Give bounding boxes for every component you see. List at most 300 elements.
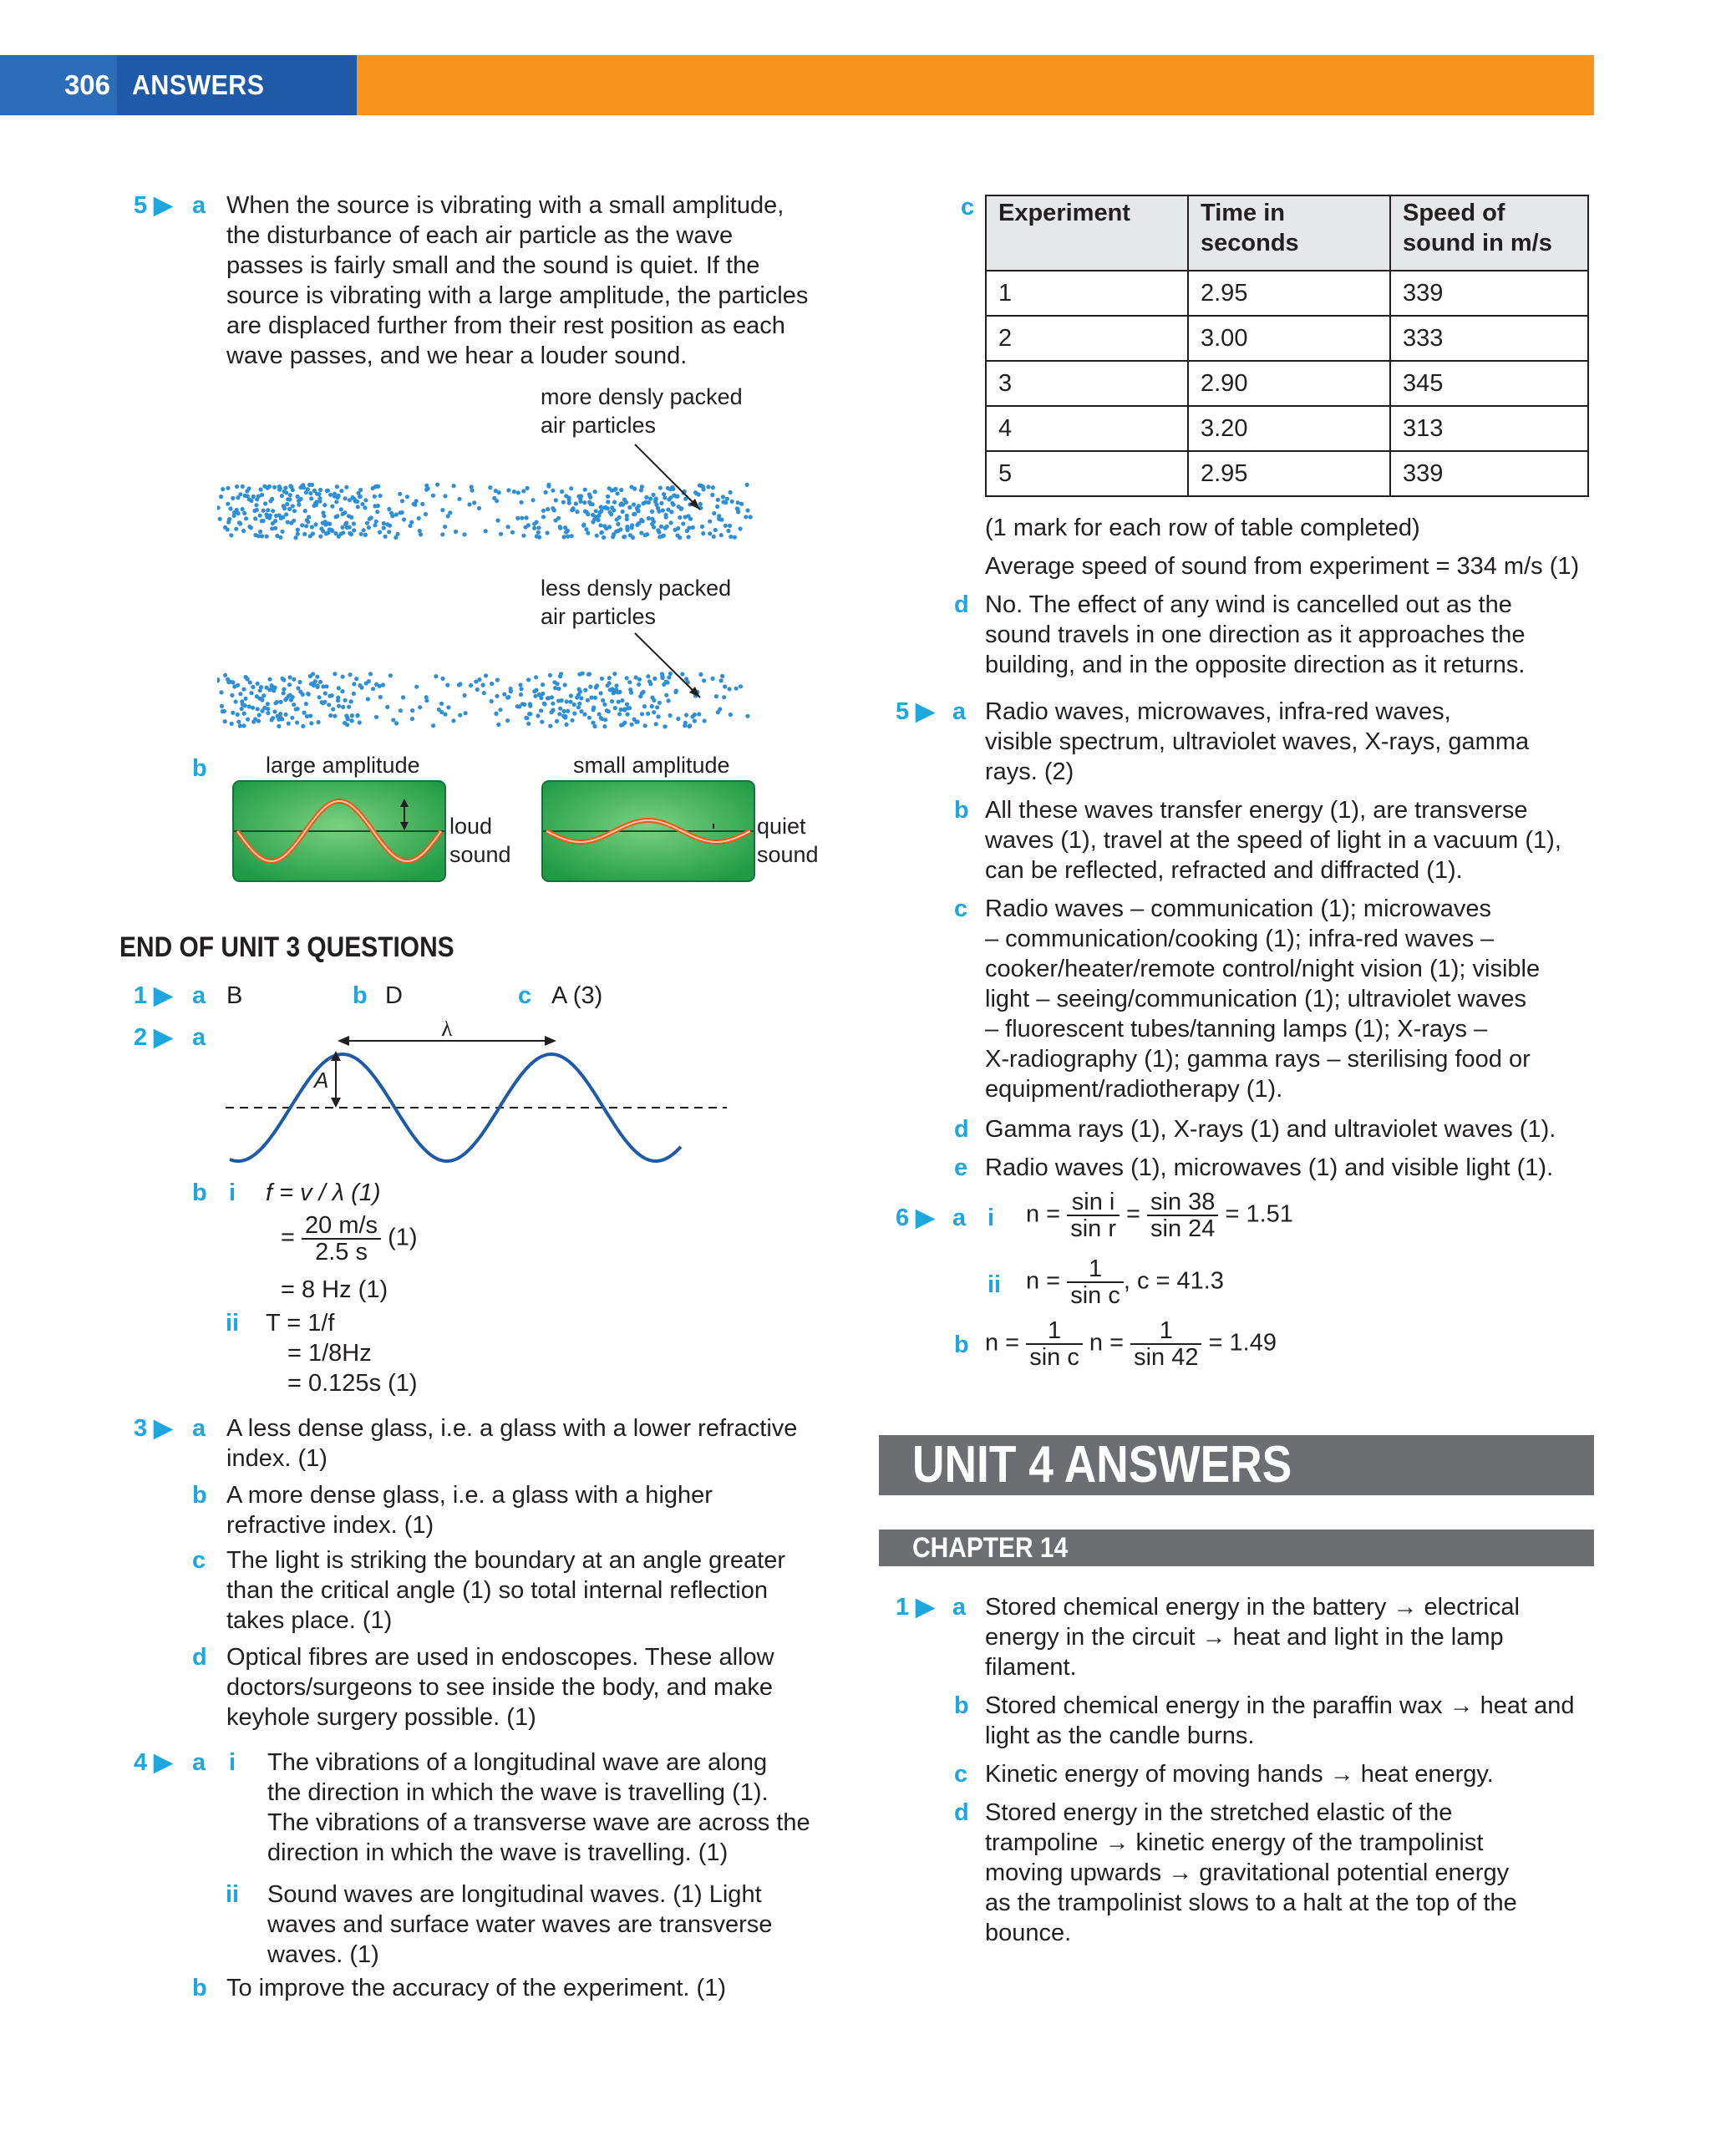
line: equipment/radiotherapy (1). <box>985 1076 1283 1103</box>
air-particle <box>556 687 561 691</box>
air-particle <box>535 688 539 692</box>
air-particle <box>339 489 343 493</box>
air-particle <box>572 703 576 707</box>
air-particle <box>650 510 654 514</box>
air-particle <box>345 716 349 720</box>
air-particle <box>490 699 494 703</box>
air-particle <box>536 525 541 530</box>
air-particle <box>270 526 274 530</box>
air-particle <box>474 679 478 683</box>
air-particle <box>255 508 259 512</box>
fraction <box>1130 1318 1201 1370</box>
column-header-experiment <box>986 195 1188 271</box>
air-particle <box>559 672 563 676</box>
air-particle <box>219 690 223 694</box>
air-particle <box>282 504 286 508</box>
air-particle <box>617 690 622 694</box>
air-particle <box>299 497 303 501</box>
air-particle <box>550 710 554 714</box>
air-particle <box>627 706 632 710</box>
air-particle <box>581 524 586 528</box>
air-particle <box>277 484 282 489</box>
air-particle <box>435 483 439 487</box>
air-particle <box>458 682 462 686</box>
air-particle <box>582 713 586 717</box>
table-cell: 339 <box>1390 451 1588 496</box>
air-particle <box>458 713 462 718</box>
air-particle <box>566 709 570 713</box>
air-particle <box>551 702 555 706</box>
air-particle <box>383 535 388 539</box>
air-particle <box>302 711 307 715</box>
air-particle <box>376 504 380 508</box>
air-particle <box>358 720 362 724</box>
air-particle <box>662 534 666 538</box>
air-particle <box>310 483 314 487</box>
air-particle <box>644 495 648 500</box>
air-particle <box>378 530 382 535</box>
air-particle <box>439 702 444 706</box>
air-particle <box>625 703 629 707</box>
n-equals: n = <box>985 1329 1020 1357</box>
air-particle <box>541 509 546 513</box>
question-number-1: 1 ▶ <box>134 982 173 1009</box>
part-label-c: c <box>954 1761 968 1788</box>
air-particle <box>663 724 668 728</box>
air-particle <box>253 516 257 520</box>
air-particle <box>600 677 604 681</box>
q6b-calc <box>985 1318 1277 1370</box>
line: Optical fibres are used in endoscopes. These allow <box>226 1644 774 1671</box>
air-particle <box>574 501 578 505</box>
air-particle <box>330 529 334 533</box>
air-particle <box>579 709 583 713</box>
air-particle <box>736 507 740 511</box>
air-particle <box>643 533 647 537</box>
air-particle <box>340 689 344 693</box>
chapter-heading: CHAPTER 14 <box>912 1532 1069 1564</box>
line: keyhole surgery possible. (1) <box>226 1704 536 1731</box>
air-particle <box>719 678 723 682</box>
air-particle <box>512 490 516 494</box>
air-particle <box>640 712 644 716</box>
air-particle <box>343 510 347 515</box>
line: X-radiography (1); gamma rays – sterilising food or <box>985 1046 1531 1073</box>
air-particle <box>587 672 591 676</box>
part-label-d: d <box>954 591 969 618</box>
air-particle <box>490 682 494 686</box>
air-particle <box>634 675 638 679</box>
air-particle <box>519 692 523 697</box>
table-cell: 3 <box>986 361 1188 406</box>
air-particle <box>317 500 322 504</box>
numerator: sin i <box>1067 1190 1120 1216</box>
air-particle <box>304 702 308 706</box>
small-amplitude-label: small amplitude <box>573 753 730 778</box>
air-particle <box>452 484 456 488</box>
air-particle <box>518 682 522 687</box>
air-particle <box>711 485 715 490</box>
air-particle <box>599 505 603 509</box>
part-label-d: d <box>192 1644 207 1671</box>
air-particle <box>722 500 726 504</box>
air-particle <box>344 485 348 490</box>
part-label-b: b <box>192 1482 207 1509</box>
air-particle <box>443 525 447 529</box>
denominator: sin c <box>1070 1282 1120 1309</box>
ch14-1c-answer: Kinetic energy of moving hands → heat energy. <box>985 1761 1494 1788</box>
q1a-answer: B <box>226 982 243 1009</box>
sub-label-i: i <box>229 1179 236 1206</box>
result: = 1.51 <box>1225 1200 1293 1228</box>
air-particle <box>389 511 393 515</box>
table-row <box>986 451 1588 496</box>
air-particle <box>367 679 371 683</box>
air-particle <box>642 501 646 505</box>
air-particle <box>601 698 605 703</box>
table-cell: 3.20 <box>1188 406 1390 451</box>
air-particle <box>246 718 250 722</box>
air-particle <box>720 674 724 678</box>
air-particle <box>654 722 658 726</box>
part-label-b: b <box>192 755 207 782</box>
air-particle <box>509 689 513 693</box>
air-particle <box>446 514 450 518</box>
air-particle <box>492 496 496 500</box>
air-particle <box>292 703 296 707</box>
air-particle <box>381 682 385 687</box>
fraction <box>1067 1190 1120 1241</box>
air-particle <box>477 506 481 510</box>
line: as the trampolinist slows to a halt at the top of the <box>985 1890 1517 1916</box>
line: the direction in which the wave is travelling (1). <box>267 1779 769 1806</box>
question-number-4: 4 ▶ <box>134 1749 173 1776</box>
air-particle <box>646 712 650 716</box>
air-particle <box>265 686 269 690</box>
air-particle <box>667 497 671 501</box>
air-particle <box>348 672 353 677</box>
air-particle <box>327 703 331 707</box>
air-particle <box>625 676 629 680</box>
air-particle <box>584 527 588 531</box>
air-particles-diagram <box>217 418 785 752</box>
line: – communication/cooking (1); infra-red waves – <box>985 926 1495 952</box>
air-particle <box>368 672 373 676</box>
line: air particles <box>541 604 657 629</box>
air-particle <box>536 530 541 535</box>
air-particle <box>562 535 566 539</box>
line: passes is fairly small and the sound is quiet. If the <box>226 252 760 279</box>
air-particle <box>629 691 633 695</box>
air-particle <box>588 495 592 499</box>
air-particle <box>387 507 391 511</box>
air-particle <box>579 696 583 700</box>
air-particle <box>591 502 595 506</box>
air-particle <box>525 515 529 520</box>
air-particle <box>419 532 423 536</box>
line: source is vibrating with a large amplitude, the particles <box>226 282 809 309</box>
table-header-row <box>986 195 1588 271</box>
air-particle <box>683 723 687 728</box>
air-particle <box>533 694 537 698</box>
air-particle <box>457 497 461 501</box>
part-label-c: c <box>518 982 532 1009</box>
amplitude-label: A <box>314 1068 329 1093</box>
air-particle <box>440 508 444 512</box>
air-particle <box>396 532 400 536</box>
air-particle <box>316 685 320 689</box>
air-particle <box>258 514 262 518</box>
air-particle <box>236 713 240 717</box>
air-particle <box>339 507 343 511</box>
air-particle <box>328 493 333 497</box>
air-particle <box>708 520 712 524</box>
line: the disturbance of each air particle as the wave <box>226 222 734 249</box>
air-particle <box>297 503 301 507</box>
air-particle <box>546 483 551 487</box>
line: Stored energy in the stretched elastic of the <box>985 1799 1453 1826</box>
air-particle <box>657 530 661 535</box>
ch14-1b-answer <box>985 1691 1575 1751</box>
air-particle <box>541 692 545 696</box>
header-title-block <box>0 55 357 115</box>
air-particle <box>647 516 651 520</box>
air-particle <box>387 530 391 534</box>
air-particle <box>663 513 668 517</box>
air-particle <box>702 487 706 491</box>
air-particle <box>637 677 642 682</box>
air-particle <box>745 508 749 512</box>
line: less densly packed <box>541 576 732 601</box>
air-particle <box>363 533 368 537</box>
air-particle <box>551 506 555 510</box>
air-particle <box>259 685 263 689</box>
air-particle <box>554 518 558 522</box>
d-answer <box>985 590 1525 680</box>
air-particle <box>610 699 614 703</box>
air-particle <box>499 532 503 536</box>
air-particle <box>708 531 712 535</box>
air-particle <box>306 487 310 491</box>
air-particle <box>296 532 300 536</box>
air-particle <box>687 514 691 518</box>
air-particle <box>352 682 356 686</box>
air-particle <box>688 723 692 728</box>
air-particle <box>570 508 574 512</box>
air-particle <box>355 713 359 718</box>
part-label-d: d <box>954 1799 969 1826</box>
air-particle <box>684 713 688 717</box>
air-particle <box>700 525 704 529</box>
air-particle <box>284 713 288 717</box>
air-particle <box>603 718 607 722</box>
air-particle <box>247 497 251 501</box>
air-particle <box>302 532 307 536</box>
air-particle <box>539 696 543 700</box>
air-particle <box>349 532 353 536</box>
air-particle <box>745 483 749 487</box>
air-particle <box>446 705 450 709</box>
question-number-5: 5 ▶ <box>896 698 935 725</box>
air-particle <box>654 503 658 507</box>
n-equals: n = <box>1026 1267 1061 1295</box>
line: Radio waves, microwaves, infra-red waves, <box>985 698 1451 725</box>
air-particle <box>334 500 338 504</box>
air-particle <box>266 711 270 715</box>
air-particle <box>718 707 722 711</box>
air-particle <box>495 677 500 682</box>
air-particle <box>712 535 716 539</box>
air-particle <box>353 500 358 504</box>
line: waves and surface water waves are transverse <box>267 1911 773 1938</box>
line: The light is striking the boundary at an angle greater <box>226 1547 786 1574</box>
air-particle <box>312 489 317 493</box>
air-particle <box>664 680 668 684</box>
mark: (1) <box>388 1224 418 1251</box>
part-label-b: b <box>954 797 969 824</box>
air-particle <box>443 494 447 498</box>
air-particle <box>546 507 550 511</box>
air-particle <box>723 684 727 688</box>
air-particle <box>362 528 366 532</box>
air-particle <box>597 712 602 716</box>
line: A more dense glass, i.e. a glass with a higher <box>226 1482 713 1509</box>
air-particle <box>605 708 609 713</box>
air-particle <box>229 533 233 537</box>
air-particle <box>640 484 644 489</box>
air-particle <box>230 722 234 726</box>
part-label-a: a <box>952 1594 967 1621</box>
line: Radio waves – communication (1); microwaves <box>985 895 1491 922</box>
part-label-b: b <box>353 982 368 1009</box>
air-particle <box>226 527 230 531</box>
air-particle <box>296 686 300 690</box>
line: sound travels in one direction as it approaches the <box>985 621 1526 648</box>
line: filament. <box>985 1654 1077 1681</box>
air-particle <box>606 506 610 510</box>
air-particle <box>440 677 444 681</box>
air-particle <box>697 712 701 716</box>
line: trampoline → kinetic energy of the trampolinist <box>985 1829 1484 1856</box>
air-particle <box>256 707 260 711</box>
air-particle <box>431 494 435 498</box>
air-particle <box>360 502 364 506</box>
air-particle <box>669 520 673 525</box>
part-label-a: a <box>952 698 967 725</box>
q4b-answer: To improve the accuracy of the experiment. (1) <box>226 1975 726 2001</box>
part-label-a: a <box>192 982 206 1009</box>
air-particle <box>558 525 562 529</box>
air-particle <box>367 525 371 530</box>
air-particle <box>745 714 749 718</box>
air-particle <box>481 683 485 687</box>
air-particle <box>251 495 256 499</box>
air-particle <box>339 532 343 536</box>
air-particle <box>418 705 422 709</box>
equals-sign: = <box>281 1224 295 1251</box>
air-particle <box>656 714 660 718</box>
air-particle <box>662 492 666 496</box>
air-particle <box>391 718 395 722</box>
air-particle <box>516 490 520 495</box>
air-particle <box>657 701 662 705</box>
air-particle <box>317 492 321 496</box>
header-line: Speed of <box>1403 200 1505 226</box>
part-label-d: d <box>954 1116 969 1143</box>
average-speed: Average speed of sound from experiment = 334 m/s (1) <box>985 553 1580 580</box>
air-particle <box>578 497 582 501</box>
air-particle <box>270 718 274 722</box>
air-particle <box>414 685 419 689</box>
air-particle <box>341 675 345 679</box>
air-particle <box>405 495 409 499</box>
speed-of-sound-table <box>985 195 1589 497</box>
numerator: 20 m/s <box>302 1213 381 1240</box>
air-particle <box>301 692 305 697</box>
air-particle <box>271 521 275 525</box>
air-particle <box>484 529 488 533</box>
air-particle <box>267 516 272 520</box>
air-particle <box>563 525 567 530</box>
air-particle <box>548 673 552 677</box>
air-particle <box>664 693 668 698</box>
air-particle <box>443 713 447 717</box>
line: air particles <box>541 413 657 438</box>
air-particle <box>343 496 348 500</box>
q5a-answer <box>985 697 1529 787</box>
air-particle <box>673 528 677 532</box>
air-particle <box>678 535 682 540</box>
air-particle <box>335 484 339 489</box>
part-label-a: a <box>192 1415 206 1442</box>
numerator: 1 <box>1067 1256 1124 1283</box>
air-particle <box>658 485 663 490</box>
air-particle <box>291 504 295 508</box>
air-particle <box>388 673 393 677</box>
air-particle <box>590 696 594 700</box>
air-particle <box>691 525 695 530</box>
air-particle <box>249 691 253 695</box>
air-particle <box>598 523 602 527</box>
air-particle <box>672 503 676 507</box>
frequency-calculation <box>281 1213 418 1265</box>
line: visible spectrum, ultraviolet waves, X-rays, gamma <box>985 728 1530 755</box>
q5d-answer: Gamma rays (1), X-rays (1) and ultraviolet waves (1). <box>985 1116 1556 1143</box>
air-particle <box>667 698 671 703</box>
air-particle <box>410 708 414 713</box>
fraction <box>1067 1256 1124 1308</box>
air-particle <box>289 485 293 490</box>
air-particle <box>475 687 480 692</box>
air-particle <box>564 530 568 535</box>
air-particle <box>288 675 292 679</box>
air-particle <box>234 699 238 703</box>
air-particle <box>556 682 560 686</box>
line: All these waves transfer energy (1), are transverse <box>985 797 1528 824</box>
air-particle <box>570 718 574 723</box>
air-particle <box>371 687 375 691</box>
fraction <box>1147 1190 1218 1241</box>
frequency-result: = 8 Hz (1) <box>281 1276 388 1303</box>
air-particle <box>445 683 449 687</box>
air-particle <box>591 705 596 709</box>
line: waves. (1) <box>267 1941 379 1968</box>
air-particle <box>226 486 230 490</box>
air-particle <box>451 718 455 723</box>
q5a-answer <box>226 190 808 371</box>
line: light – seeing/communication (1); ultraviolet waves <box>985 986 1526 1012</box>
air-particle <box>585 510 589 515</box>
